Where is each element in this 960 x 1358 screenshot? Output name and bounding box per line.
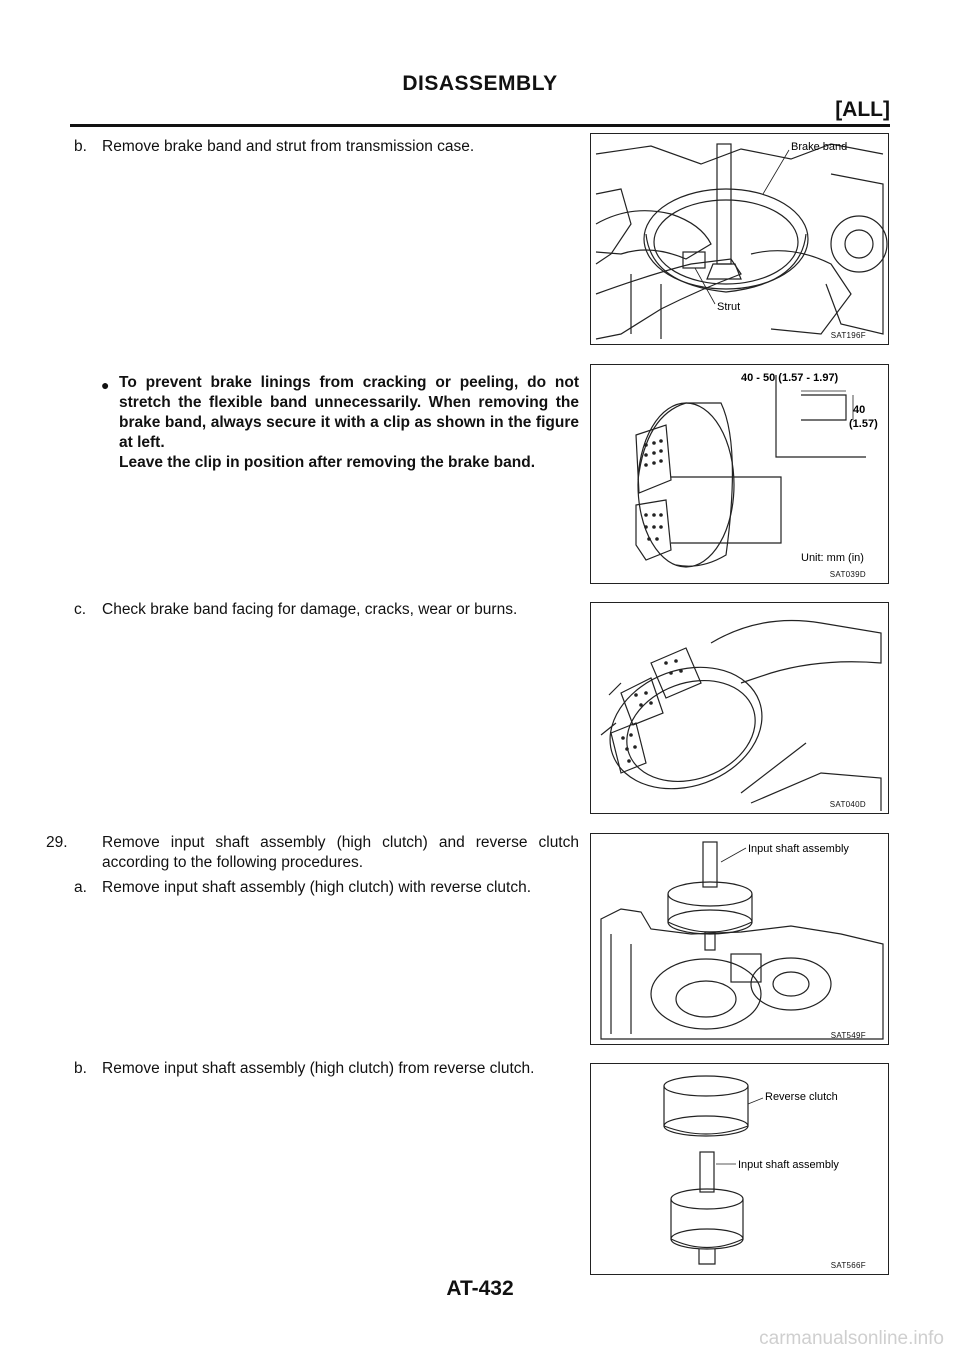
header-rule	[70, 124, 890, 127]
watermark: carmanualsonline.info	[759, 1328, 944, 1349]
section-label: [ALL]	[835, 98, 890, 121]
label-strut: Strut	[717, 301, 741, 313]
step-b-separate-from-reverse-clutch	[74, 1059, 584, 1079]
figure-code: SAT566F	[830, 1261, 866, 1270]
figure-code: SAT039D	[829, 570, 866, 579]
label-input-shaft: Input shaft assembly	[738, 1159, 839, 1171]
caution-text: To prevent brake linings from cracking or peeling, do not stretch the flexible band unnecessarily. When removing the brake band, always secure it with a clip as shown in the figure at left.	[119, 374, 579, 451]
step-text: Check brake band facing for damage, cracks, wear or burns.	[102, 601, 518, 618]
step-label: b.	[74, 138, 87, 155]
label-input-shaft: Input shaft assembly	[748, 843, 849, 855]
brake-band-illustration	[591, 134, 888, 344]
step-b-remove-brake-band	[74, 137, 574, 157]
figure-separate-assemblies	[590, 1063, 889, 1275]
bullet-icon: ●	[101, 377, 110, 393]
step-a-remove-with-reverse-clutch	[74, 878, 584, 898]
label-brake-band: Brake band	[791, 141, 848, 153]
figure-check-band-facing	[590, 602, 889, 814]
figure-brake-band-clip	[590, 364, 889, 584]
figure-code: SAT040D	[829, 800, 866, 809]
caution-note-2: Leave the clip in position after removing the brake band.	[119, 454, 536, 471]
brake-band-clip-illustration	[591, 365, 888, 583]
step-text: Remove input shaft assembly (high clutch) and reverse clutch according to the following procedures.	[102, 834, 579, 871]
caution-note	[119, 373, 579, 453]
step-label: b.	[74, 1060, 87, 1077]
step-label: a.	[74, 879, 87, 896]
step-text: Remove input shaft assembly (high clutch) from reverse clutch.	[102, 1060, 535, 1077]
label-dimension-height: 40	[853, 404, 866, 416]
input-shaft-illustration	[591, 834, 888, 1044]
band-facing-illustration	[591, 603, 888, 813]
step-text: Remove brake band and strut from transmission case.	[102, 138, 475, 155]
step-label: 29.	[46, 834, 68, 851]
step-c-check-facing	[74, 600, 574, 620]
reverse-clutch-illustration	[591, 1064, 888, 1274]
label-reverse-clutch: Reverse clutch	[765, 1091, 838, 1103]
label-dimension-height-in: (1.57)	[849, 418, 878, 430]
page-number: AT-432	[446, 1277, 514, 1300]
step-label: c.	[74, 601, 87, 618]
figure-code: SAT549F	[830, 1031, 866, 1040]
label-dimension-length: 40 - 50 (1.57 - 1.97)	[741, 372, 839, 384]
figure-brake-band-removal	[590, 133, 889, 345]
step-29-remove-input-shaft	[46, 833, 579, 873]
page-title: DISASSEMBLY	[402, 72, 558, 95]
label-unit: Unit: mm (in)	[801, 552, 864, 564]
figure-code: SAT196F	[830, 331, 866, 340]
figure-input-shaft-removal	[590, 833, 889, 1045]
step-text: Remove input shaft assembly (high clutch) with reverse clutch.	[102, 879, 532, 896]
